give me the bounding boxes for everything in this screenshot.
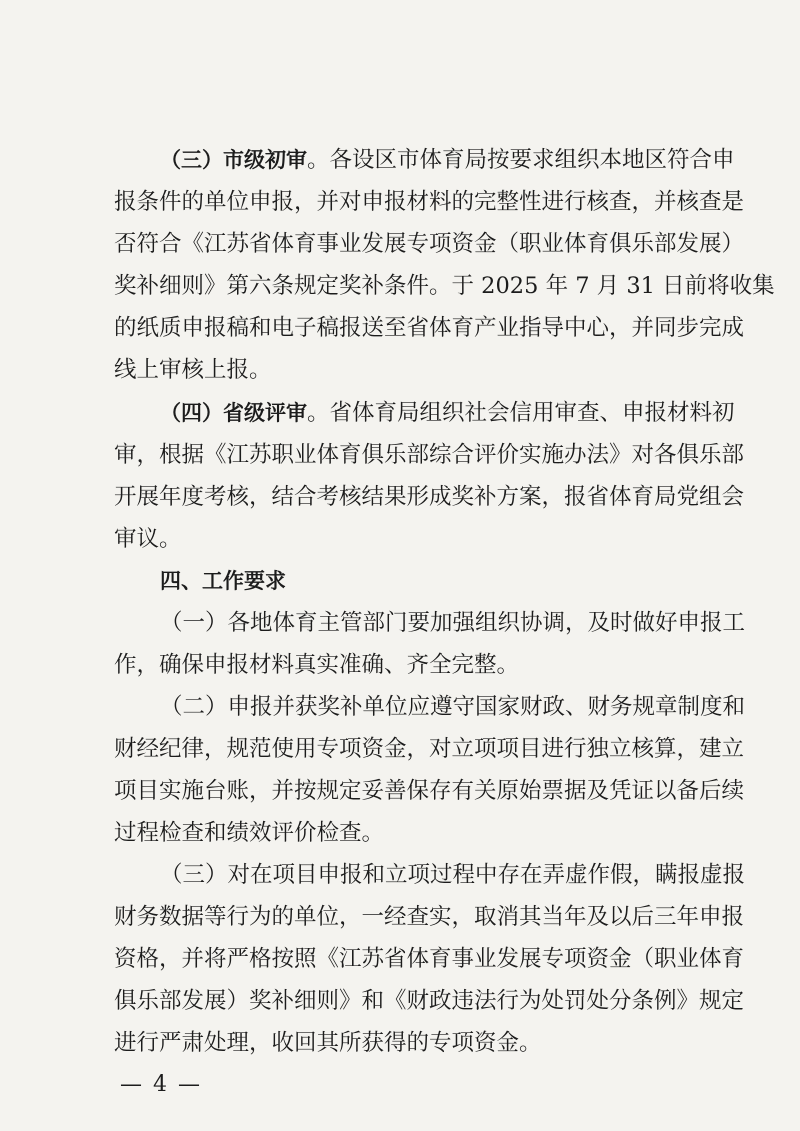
paragraph-line: （三）对在项目申报和立项过程中存在弄虚作假，瞒报虚报	[160, 862, 746, 888]
paragraph-line: （二）申报并获奖补单位应遵守国家财政、财务规章制度和	[160, 694, 746, 720]
paragraph-line: 的纸质申报稿和电子稿报送至省体育产业指导中心，并同步完成	[114, 315, 745, 341]
section-heading: 四、工作要求	[160, 569, 286, 593]
paragraph-line: 开展年度考核，结合考核结果形成奖补方案，报省体育局党组会	[114, 484, 745, 510]
page-number: — 4 —	[120, 1072, 202, 1097]
paragraph-line: （四）省级评审。省体育局组织社会信用审查、申报材料初	[160, 400, 735, 426]
paragraph-line: 财经纪律，规范使用专项资金，对立项项目进行独立核算，建立	[114, 736, 745, 762]
paragraph-line: （一）各地体育主管部门要加强组织协调，及时做好申报工	[160, 610, 746, 636]
paragraph-line: （三）市级初审。各设区市体育局按要求组织本地区符合申	[160, 147, 735, 173]
paragraph-lead: （三）市级初审	[160, 148, 307, 172]
paragraph-line: 否符合《江苏省体育事业发展专项资金（职业体育俱乐部发展）	[114, 231, 745, 257]
paragraph-line: 俱乐部发展）奖补细则》和《财政违法行为处罚处分条例》规定	[114, 988, 745, 1014]
paragraph-line: 报条件的单位申报，并对申报材料的完整性进行核查，并核查是	[114, 189, 745, 215]
paragraph-line: 财务数据等行为的单位，一经查实，取消其当年及以后三年申报	[114, 904, 745, 930]
paragraph-line: 项目实施台账，并按规定妥善保存有关原始票据及凭证以备后续	[114, 778, 745, 804]
paragraph-line: 审，根据《江苏职业体育俱乐部综合评价实施办法》对各俱乐部	[114, 442, 745, 468]
paragraph-line: 作，确保申报材料真实准确、齐全完整。	[114, 652, 520, 678]
paragraph-line: 线上审核上报。	[114, 357, 272, 383]
paragraph-line: 进行严肃处理，收回其所获得的专项资金。	[114, 1030, 542, 1056]
paragraph-line: 资格，并将严格按照《江苏省体育事业发展专项资金（职业体育	[114, 946, 745, 972]
paragraph-line: 审议。	[114, 526, 182, 552]
paragraph-lead: （四）省级评审	[160, 401, 307, 425]
paragraph-line: 奖补细则》第六条规定奖补条件。于 2025 年 7 月 31 日前将收集	[114, 273, 775, 299]
paragraph-line: 过程检查和绩效评价检查。	[114, 820, 385, 846]
